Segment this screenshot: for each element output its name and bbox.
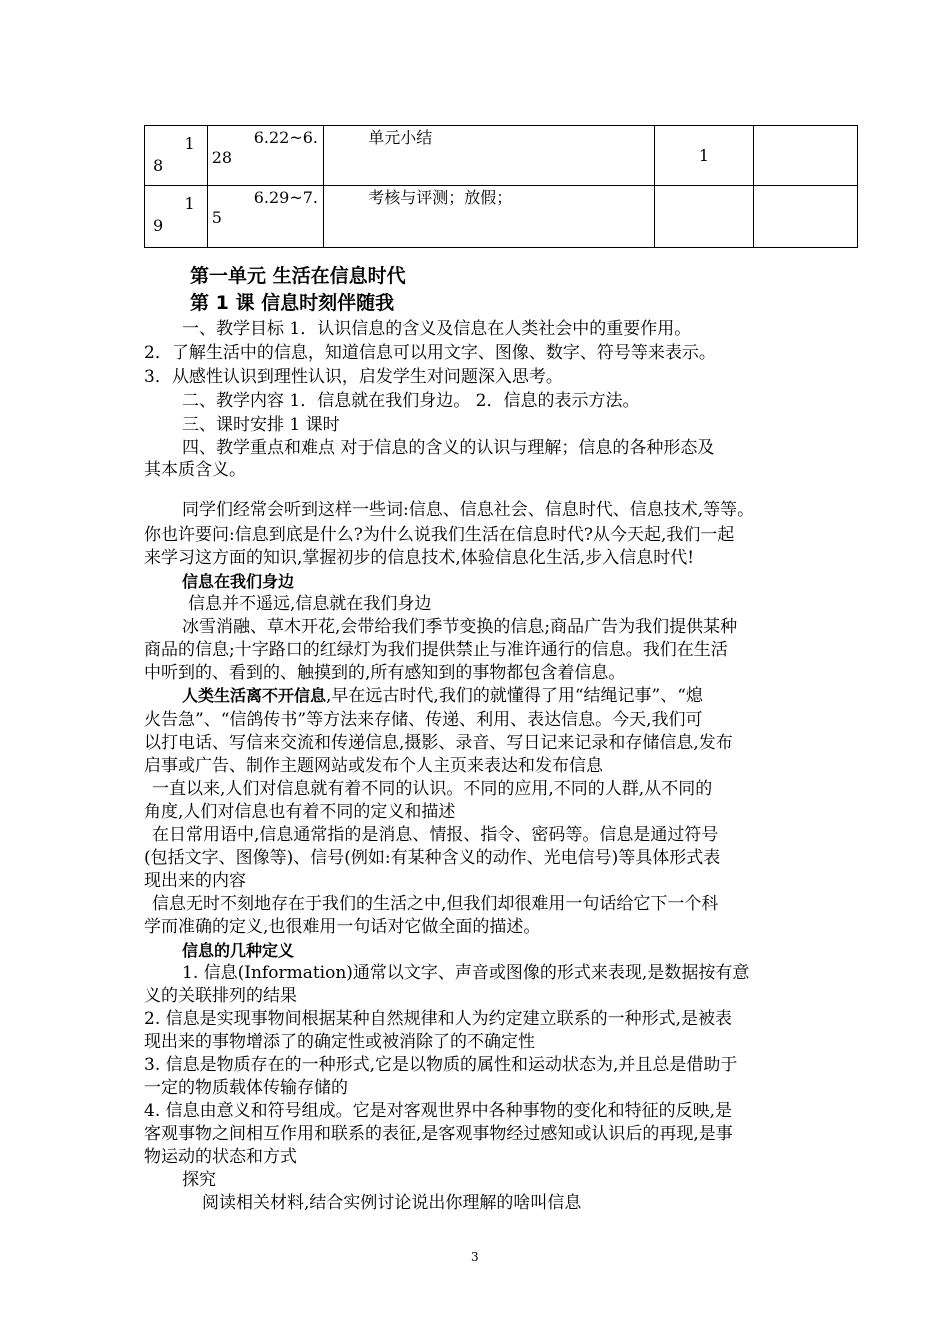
paragraph-line: 学而准确的定义,也很难用一句话对它做全面的描述。 bbox=[144, 917, 541, 937]
week-number-top: 1 bbox=[184, 134, 195, 153]
paragraph-line: 其本质含义。 bbox=[144, 460, 246, 480]
paragraph-line: 冰雪消融、草木开花,会带给我们季节变换的信息;商品广告为我们提供某种 bbox=[182, 617, 738, 637]
week-number-bottom: 8 bbox=[153, 156, 164, 175]
date-line-2: 5 bbox=[211, 208, 222, 227]
paragraph-line: 一、教学目标 1．认识信息的含义及信息在人类社会中的重要作用。 bbox=[182, 319, 692, 339]
paragraph-line: 火告急”、“信鸽传书”等方法来存储、传递、利用、表达信息。今天,我们可 bbox=[144, 710, 703, 730]
paragraph-line-with-heading bbox=[182, 685, 703, 707]
paragraph-line: 4. 信息由意义和符号组成。它是对客观世界中各种事物的变化和特征的反映,是 bbox=[144, 1101, 733, 1121]
table-row bbox=[145, 126, 858, 186]
paragraph-line: 信息无时不刻地存在于我们的生活之中,但我们却很难用一句话给它下一个科 bbox=[152, 894, 719, 914]
paragraph-line: 二、教学内容 1．信息就在我们身边。 2．信息的表示方法。 bbox=[182, 391, 640, 411]
date-line-1: 6.22~6. bbox=[253, 128, 319, 147]
section-heading-definitions: 信息的几种定义 bbox=[182, 941, 295, 960]
unit-title: 第一单元 生活在信息时代 bbox=[190, 265, 406, 287]
paragraph-line: 2．了解生活中的信息，知道信息可以用文字、图像、数字、符号等来表示。 bbox=[144, 343, 716, 363]
note-cell bbox=[753, 126, 858, 186]
paragraph-line: 探究 bbox=[182, 1170, 216, 1190]
hours-cell bbox=[655, 186, 753, 248]
paragraph-line: 2. 信息是实现事物间根据某种自然规律和人为约定建立联系的一种形式,是被表 bbox=[144, 1009, 733, 1029]
date-line-1: 6.29~7. bbox=[253, 188, 319, 207]
paragraph-line: (包括文字、图像等)、信号(例如:有某种含义的动作、光电信号)等具体形式表 bbox=[144, 848, 721, 868]
paragraph-line: 1. 信息(Information)通常以文字、声音或图像的形式来表现,是数据按有意 bbox=[182, 963, 750, 983]
week-cell bbox=[145, 186, 208, 248]
paragraph-text: ,早在远古时代,我们的就懂得了用“结绳记事”、“熄 bbox=[326, 686, 703, 706]
note-cell bbox=[753, 186, 858, 248]
paragraph-line: 一定的物质载体传输存储的 bbox=[144, 1078, 348, 1098]
date-cell bbox=[207, 126, 323, 186]
paragraph-line: 阅读相关材料,结合实例讨论说出你理解的啥叫信息 bbox=[202, 1193, 582, 1213]
paragraph-line: 现出来的事物增添了的确定性或被消除了的不确定性 bbox=[144, 1032, 535, 1052]
paragraph-line: 3. 信息是物质存在的一种形式,它是以物质的属性和运动状态为,并且总是借助于 bbox=[144, 1055, 738, 1075]
topic-cell: 考核与评测；放假； bbox=[324, 186, 655, 248]
page-number: 3 bbox=[471, 1250, 479, 1264]
paragraph-line: 三、课时安排 1 课时 bbox=[182, 415, 340, 435]
paragraph-line: 信息并不遥远,信息就在我们身边 bbox=[188, 594, 432, 614]
paragraph-line: 同学们经常会听到这样一些词:信息、信息社会、信息时代、信息技术,等等。 bbox=[182, 500, 755, 520]
date-cell bbox=[207, 186, 323, 248]
inline-heading-human-life: 人类生活离不开信息 bbox=[182, 686, 327, 705]
lesson-title: 第 1 课 信息时刻伴随我 bbox=[190, 292, 395, 314]
hours-cell: 1 bbox=[655, 126, 753, 186]
schedule-table bbox=[144, 125, 858, 248]
paragraph-line: 启事或广告、制作主题网站或发布个人主页来表达和发布信息 bbox=[144, 756, 603, 776]
section-heading-near-us: 信息在我们身边 bbox=[182, 572, 295, 591]
paragraph-line: 现出来的内容 bbox=[144, 871, 246, 891]
paragraph-line: 角度,人们对信息也有着不同的定义和描述 bbox=[144, 802, 456, 822]
week-number-bottom: 9 bbox=[153, 216, 164, 235]
date-line-2: 28 bbox=[211, 148, 233, 167]
paragraph-line: 四、教学重点和难点 对于信息的含义的认识与理解；信息的各种形态及 bbox=[182, 438, 715, 458]
table-row bbox=[145, 186, 858, 248]
paragraph-line: 物运动的状态和方式 bbox=[144, 1147, 297, 1167]
week-cell bbox=[145, 126, 208, 186]
paragraph-line: 3．从感性认识到理性认识，启发学生对问题深入思考。 bbox=[144, 367, 563, 387]
paragraph-line: 中听到的、看到的、触摸到的,所有感知到的事物都包含着信息。 bbox=[144, 663, 626, 683]
paragraph-line: 来学习这方面的知识,掌握初步的信息技术,体验信息化生活,步入信息时代! bbox=[144, 548, 695, 568]
paragraph-line: 你也许要问:信息到底是什么?为什么说我们生活在信息时代?从今天起,我们一起 bbox=[144, 525, 735, 545]
topic-cell: 单元小结 bbox=[324, 126, 655, 186]
paragraph-line: 以打电话、写信来交流和传递信息,摄影、录音、写日记来记录和存储信息,发布 bbox=[144, 733, 733, 753]
paragraph-line: 义的关联排列的结果 bbox=[144, 986, 297, 1006]
paragraph-line: 客观事物之间相互作用和联系的表征,是客观事物经过感知或认识后的再现,是事 bbox=[144, 1124, 733, 1144]
paragraph-line: 商品的信息;十字路口的红绿灯为我们提供禁止与准许通行的信息。我们在生活 bbox=[144, 640, 728, 660]
week-number-top: 1 bbox=[184, 194, 195, 213]
paragraph-line: 一直以来,人们对信息就有着不同的认识。不同的应用,不同的人群,从不同的 bbox=[152, 779, 713, 799]
paragraph-line: 在日常用语中,信息通常指的是消息、情报、指令、密码等。信息是通过符号 bbox=[152, 825, 719, 845]
